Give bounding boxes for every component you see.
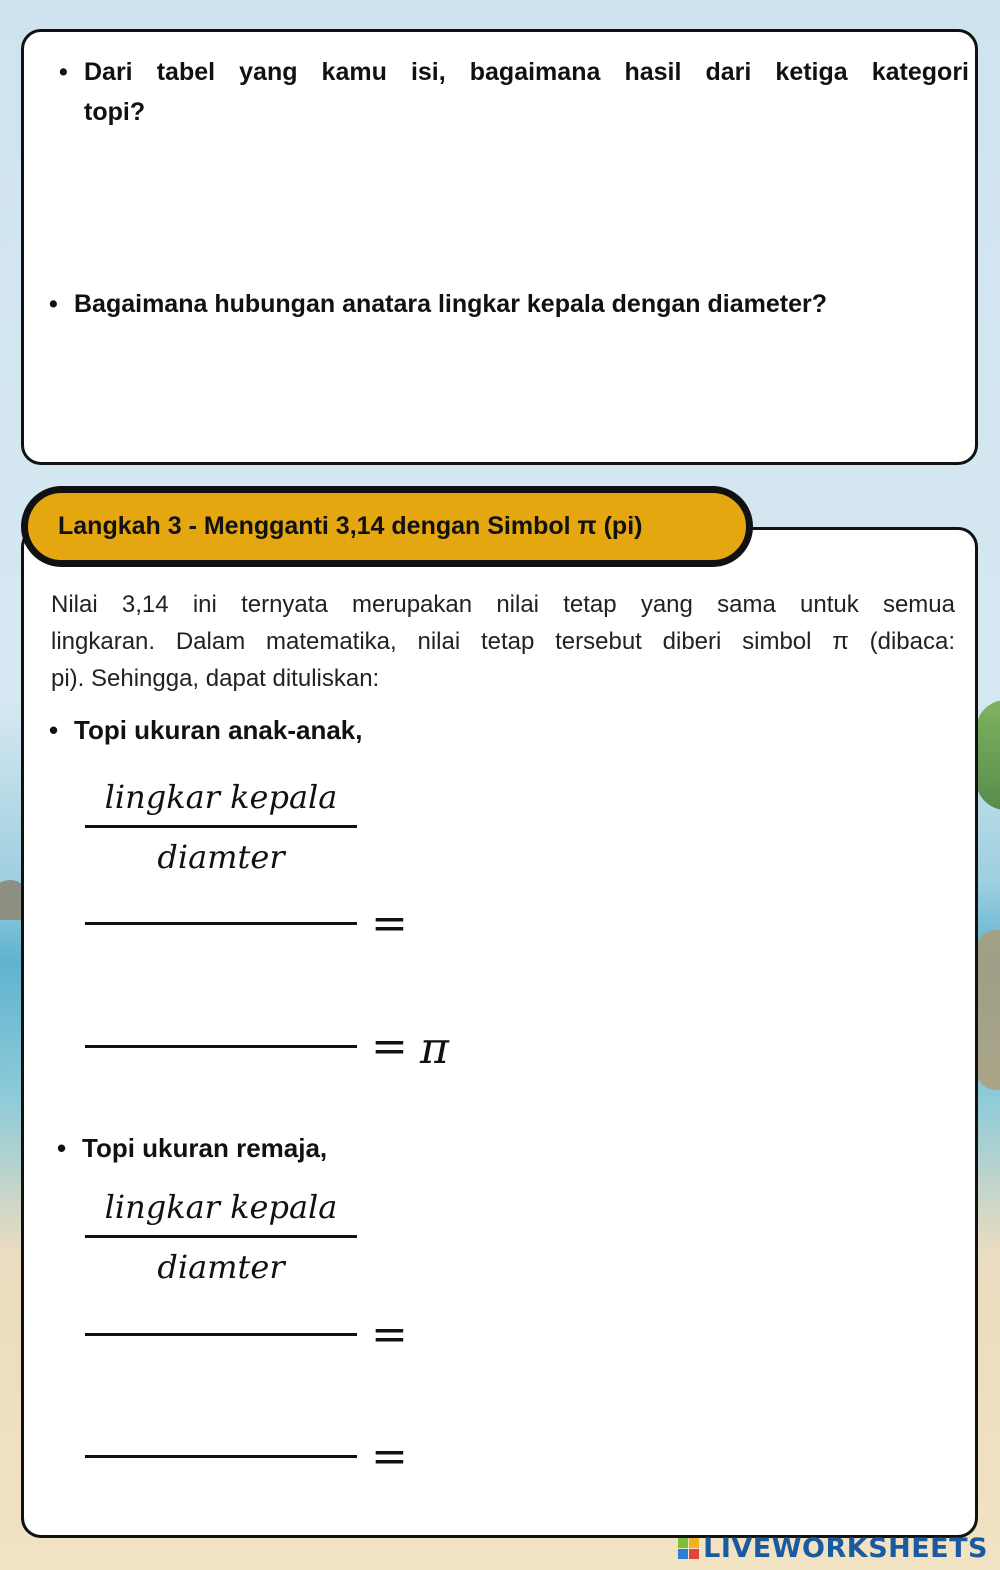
- step-3-card: [21, 527, 978, 1538]
- section-teen-label: [57, 1131, 328, 1165]
- answer-blank-kids-1[interactable]: [85, 922, 357, 925]
- fraction-bar: [85, 825, 357, 828]
- question-1-line-2: topi?: [84, 98, 146, 126]
- intro-paragraph: [51, 586, 955, 697]
- question-1-line-1: Dari tabel yang kamu isi, bagaimana hasil dari ketiga kategori: [84, 58, 969, 86]
- section-teen-label-text: Topi ukuran remaja,: [82, 1133, 328, 1163]
- logo-text: LIVEWORKSHEETS: [703, 1533, 988, 1564]
- fraction-bar: [85, 1235, 357, 1238]
- logo-icon: [678, 1538, 699, 1559]
- equals-sign: =: [371, 898, 408, 949]
- step-3-banner: [21, 486, 753, 567]
- intro-line-3: pi). Sehingga, dapat dituliskan:: [51, 665, 380, 692]
- answer-blank-teen-2[interactable]: [85, 1455, 357, 1458]
- bullet-icon: •: [59, 58, 68, 86]
- answer-blank-teen-1[interactable]: [85, 1333, 357, 1336]
- question-2: [49, 284, 974, 324]
- question-2-text: Bagaimana hubungan anatara lingkar kepala dengan diameter?: [74, 290, 827, 318]
- equals-sign: =: [371, 1431, 408, 1482]
- equals-sign: =: [371, 1021, 408, 1072]
- step-3-title: Langkah 3 - Mengganti 3,14 dengan Simbol π (pi): [58, 512, 643, 540]
- pi-symbol: π: [420, 1023, 449, 1074]
- bullet-icon: •: [49, 715, 59, 745]
- section-kids-label: [49, 713, 363, 747]
- rock-decoration: [976, 930, 1000, 1090]
- fraction-numerator: lingkar kepala: [104, 1188, 338, 1226]
- fraction-denominator: diamter: [157, 838, 285, 876]
- fraction-kids: [85, 777, 357, 877]
- section-kids-label-text: Topi ukuran anak-anak,: [74, 715, 363, 745]
- equals-sign: =: [371, 1309, 408, 1360]
- palm-tree-decoration: [976, 700, 1000, 810]
- bullet-icon: •: [49, 290, 58, 318]
- intro-line-1: Nilai 3,14 ini ternyata merupakan nilai tetap yang sama untuk semua: [51, 591, 955, 618]
- liveworksheets-logo[interactable]: [678, 1533, 988, 1564]
- fraction-teen: [85, 1187, 357, 1287]
- bullet-icon: •: [57, 1133, 67, 1163]
- question-1: [59, 52, 969, 132]
- questions-card: [21, 29, 978, 465]
- answer-blank-kids-2[interactable]: [85, 1045, 357, 1048]
- fraction-numerator: lingkar kepala: [104, 778, 338, 816]
- intro-line-2: lingkaran. Dalam matematika, nilai tetap tersebut diberi simbol π (dibaca:: [51, 628, 955, 655]
- fraction-denominator: diamter: [157, 1248, 285, 1286]
